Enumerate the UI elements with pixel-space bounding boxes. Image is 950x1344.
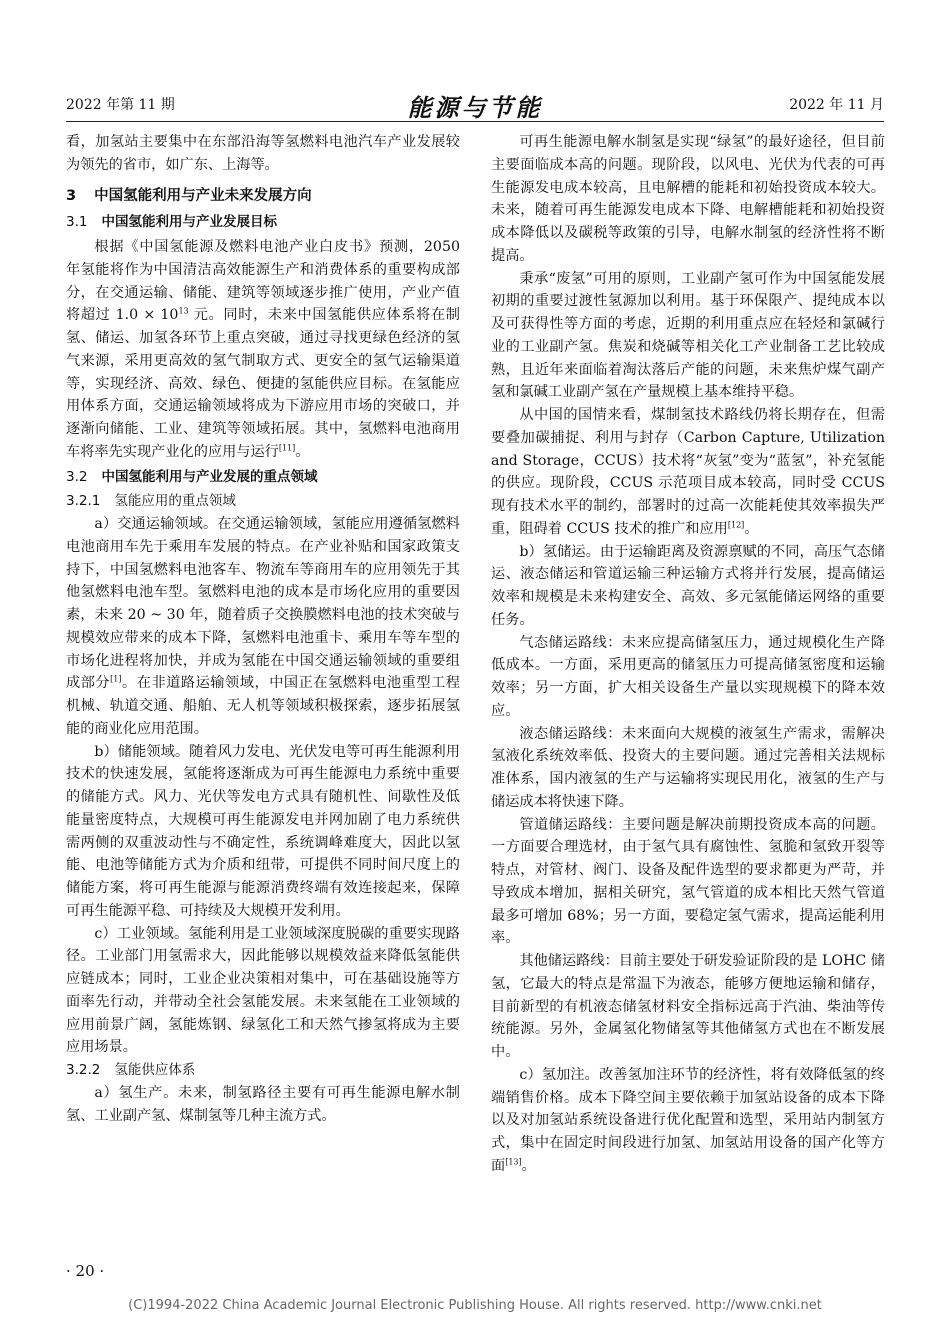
paragraph: 从中国的国情来看，煤制氢技术路线仍将长期存在，但需要叠加碳捕捉、利用与封存（Carbon Capture, Utilization and Storage，CCUS）技术将“灰氢”变为“蓝氢”，补充氢能的供应。现阶段，CCUS 示范项目成本较高，同时受 CCUS 现有技术水平的制约，部署时的过高一次能耗使其效率损失严重，阻碍着 CCUS 技术的推广和应用[12]。 (491, 407, 885, 537)
subsubsection-heading: 3.2.1 氢能应用的重点领域 (66, 493, 236, 510)
paragraph: 看，加氢站主要集中在东部沿海等氢燃料电池汽车产业发展较为领先的省市，如广东、上海等。 (66, 134, 460, 173)
paragraph: 根据《中国氢能源及燃料电池产业白皮书》预测，2050 年氢能将作为中国清洁高效能源生产和消费体系的重要构成部分，在交通运输、储能、建筑等领域逐步推广使用，产业产值将超过 $1.0 \times 10^{13}$ 元。同时，未来中国氢能供应体系将在制氢、储运、加氢各环节上重点突破，通过寻找更绿色经济的氢气来源，采用更高效的氢气制取方式、更安全的氢气运输渠道等，实现经济、高效、绿色、便捷的氢能供应目标。在氢能应用体系方面，交通运输领域将成为下游应用市场的突破口，并逐渐向储能、工业、建筑等领域拓展。其中，氢燃料电池商用车将率先实现产业化的应用与运行[11]。 (66, 239, 460, 460)
citation: [13] (505, 1157, 522, 1167)
paragraph: c）工业领域。氢能利用是工业领域深度脱碳的重要实现路径。工业部门用氢需求大，因此能够以规模效益来降低氢能供应链成本；同时，工业企业决策相对集中，可在基础设施等方面率先行动，并带动全社会氢能发展。未来氢能在工业领域的应用前景广阔，氢能炼钢、绿氢化工和天然气掺氢将成为主要应用场景。 (66, 925, 460, 1056)
citation: [12] (727, 520, 745, 530)
paragraph: 其他储运路线：目前主要处于研发验证阶段的是 LOHC 储氢，它最大的特点是常温下为液态，能够方便地运输和储存，目前新型的有机液态储氢材料安全指标远高于汽油、柴油等传统能源。另外，金属氢化物储氢等其他储氢方式也在不断发展中。 (491, 953, 885, 1060)
subsection-heading: 3.2 中国氢能利用与产业发展的重点领域 (66, 468, 318, 485)
journal-logo: 能源与节能 (407, 93, 543, 122)
paragraph: 液态储运路线：未来面向大规模的液氢生产需求，需解决氢液化系统效率低、投资大的主要问题。通过完善相关法规标准体系，国内液氢的生产与运输将实现民用化，液氢的生产与储运成本将快速下降。 (491, 725, 885, 810)
section-heading: 3 中国氢能利用与产业未来发展方向 (66, 187, 312, 204)
paragraph: a）氢生产。未来，制氢路径主要有可再生能源电解水制氢、工业副产氢、煤制氢等几种主流方式。 (66, 1084, 460, 1124)
paragraph: 气态储运路线：未来应提高储氢压力，通过规模化生产降低成本。一方面，采用更高的储氢压力可提高储氢密度和运输效率；另一方面，扩大相关设备生产量以实现规模下的降本效应。 (491, 634, 885, 719)
left-column (66, 131, 460, 1127)
page-header (66, 88, 884, 120)
copyright-footer: (C)1994-2022 China Academic Journal Electronic Publishing House. All rights reserved. http://www.cnki.net (128, 1298, 822, 1313)
citation: [1] (110, 674, 122, 684)
issue-label: 2022 年第 11 期 (66, 97, 175, 113)
date-label: 2022 年 11 月 (789, 97, 884, 113)
subsection-heading: 3.1 中国氢能利用与产业发展目标 (66, 214, 277, 231)
subsubsection-heading: 3.2.2 氢能供应体系 (66, 1062, 196, 1078)
citation: [11] (278, 443, 296, 453)
paragraph: 管道储运路线：主要问题是解决前期投资成本高的问题。一方面要合理选材，由于氢气具有腐蚀性、氢脆和氢致开裂等特点，对管材、阀门、设备及配件选型的要求都更为严苛，并导致成本增加，据相关研究，氢气管道的成本相比天然气管道最多可增加 68%；另一方面，要稳定氢气需求，提高运能利用率。 (491, 816, 885, 947)
paragraph: 秉承“废氢”可用的原则，工业副产氢可作为中国氢能发展初期的重要过渡性氢源加以利用。基于环保限产、提纯成本以及可获得性等方面的考虑，近期的利用重点应在轻烃和氯碱行业的工业副产氢。焦炭和烧碱等相关化工产业制备工艺比较成熟，且近年来面临着淘汰落后产能的问题，未来焦炉煤气副产氢和氯碱工业副产氢在产量规模上基本维持平稳。 (491, 270, 885, 401)
header-rule (66, 121, 884, 122)
right-column (491, 131, 885, 1178)
paragraph: a）交通运输领域。在交通运输领域，氢能应用遵循氢燃料电池商用车先于乘用车发展的特点。在产业补贴和国家政策支持下，中国氢燃料电池客车、物流车等商用车的应用领先于其他氢燃料电池车型。氢燃料电池的成本是市场化应用的重要因素，未来 20 ~ 30 年，随着质子交换膜燃料电池的技术突破与规模效应带来的成本下降，氢燃料电池重卡、乘用车等车型的市场化进程将加快，并成为氢能在中国交通运输领域的重要组成部分[1]。在非道路运输领域，中国正在氢燃料电池重型工程机械、轨道交通、船舶、无人机等领域积极探索，逐步拓展氢能的商业化应用范围。 (66, 516, 460, 737)
paragraph: 可再生能源电解水制氢是实现“绿氢”的最好途径，但目前主要面临成本高的问题。现阶段，以风电、光伏为代表的可再生能源发电成本较高，且电解槽的能耗和初始投资成本较大。未来，随着可再生能源发电成本下降、电解槽能耗和初始投资成本降低以及碳税等政策的引导，电解水制氢的经济性将不断提高。 (491, 134, 885, 264)
page-number: · 20 · (66, 1262, 105, 1280)
paragraph: b）储能领域。随着风力发电、光伏发电等可再生能源利用技术的快速发展，氢能将逐渐成为可再生能源电力系统中重要的储能方式。风力、光伏等发电方式具有随机性、间歇性及低能量密度特点，大规模可再生能源发电并网加剧了电力系统供需两侧的双重波动性与不确定性，系统调峰难度大，因此以氢能、电池等储能方式为介质和纽带，可提供不同时间尺度上的储能方案，将可再生能源与能源消费终端有效连接起来，保障可再生能源平稳、可持续及大规模开发利用。 (66, 743, 460, 919)
paragraph: c）氢加注。改善氢加注环节的经济性，将有效降低氢的终端销售价格。成本下降空间主要依赖于加氢站设备的成本下降以及对加氢站系统设备进行优化配置和选型，采用站内制氢方式，集中在固定时间段进行加氢、加氢站用设备的国产化等方面[13]。 (491, 1066, 885, 1174)
paragraph: b）氢储运。由于运输距离及资源禀赋的不同，高压气态储运、液态储运和管道运输三种运输方式将并行发展，提高储运效率和规模是未来构建安全、高效、多元氢能储运网络的重要任务。 (491, 543, 885, 628)
